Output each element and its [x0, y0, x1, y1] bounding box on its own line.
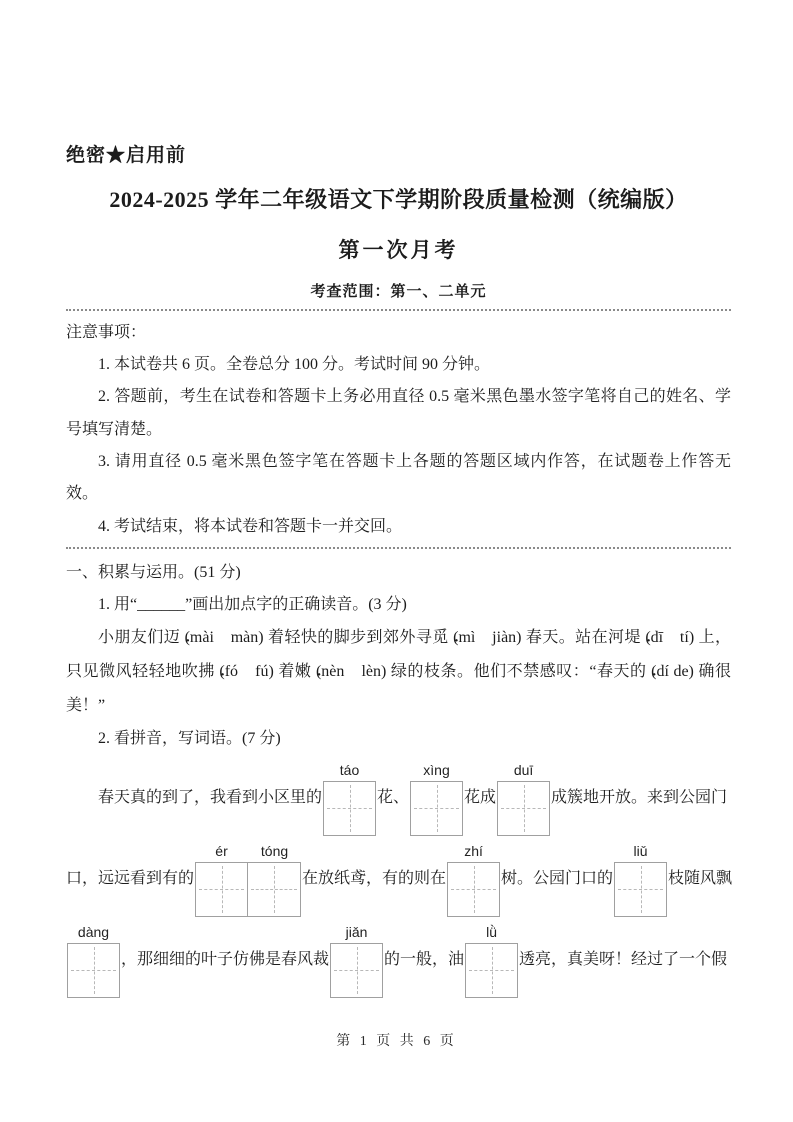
- passage-text: (dí de) 确很美！”: [66, 662, 731, 714]
- answer-box-group: [323, 761, 376, 836]
- pinyin-label: xìng: [423, 761, 450, 778]
- pinyin-row: [323, 761, 376, 781]
- cell-row: [67, 943, 120, 998]
- pinyin-row: [195, 842, 301, 862]
- question-1-passage: [66, 621, 731, 723]
- dotted-char: 拂: [198, 662, 215, 680]
- passage-text: (dī tí) 上，只见微风轻轻地吹: [66, 628, 731, 680]
- question-1-prompt: 1. 用“______”画出加点字的正确读音。(3 分): [98, 595, 407, 613]
- notice-item: 1. 本试卷共 6 页。全卷总分 100 分。考试时间 90 分钟。: [98, 356, 491, 373]
- fill-in-row: [66, 842, 731, 917]
- notice-item: 2. 答题前，考生在试卷和答题卡上务必用直径 0.5 毫米黑色墨水签字笔将自己的姓名、学号填写清楚。: [66, 388, 731, 438]
- answer-box-group: [465, 923, 518, 998]
- dotted-divider: [66, 309, 731, 311]
- pinyin-row: [614, 842, 667, 862]
- tianzige-box: [614, 862, 667, 917]
- dotted-char: 堤: [624, 628, 641, 646]
- row-text: 成簇地开放。来到公园门: [551, 788, 728, 806]
- tianzige-box: [330, 943, 383, 998]
- pinyin-label: duī: [513, 761, 534, 778]
- dotted-char: 嫩: [294, 662, 312, 680]
- pinyin-label: táo: [339, 761, 360, 778]
- pinyin-label: ér: [215, 842, 228, 859]
- dotted-char: 迈: [163, 628, 181, 646]
- cell-row: [447, 862, 500, 917]
- exam-scope: 考查范围：第一、二单元: [310, 284, 487, 300]
- tianzige-box: [497, 781, 550, 836]
- fill-in-row: [66, 761, 731, 836]
- dotted-char: 的: [630, 662, 647, 680]
- cell-row: [410, 781, 463, 836]
- question-2-rows: [66, 761, 731, 998]
- answer-box-group: [330, 923, 383, 998]
- notice-item: 4. 考试结束，将本试卷和答题卡一并交回。: [98, 517, 403, 535]
- row-text: 花、: [377, 788, 410, 806]
- answer-box-group: [195, 842, 301, 917]
- tianzige-box: [410, 781, 463, 836]
- exam-subtitle: 第一次月考: [338, 238, 459, 262]
- answer-box-group: [447, 842, 500, 917]
- pinyin-label: jiǎn: [345, 923, 368, 940]
- cell-row: [614, 862, 667, 917]
- row-text: 树。公园门口的: [501, 869, 614, 887]
- tianzige-box: [465, 943, 518, 998]
- pinyin-label: liǔ: [633, 842, 648, 859]
- row-text: 的一般，油: [384, 950, 465, 968]
- row-text: 枝随风飘: [668, 869, 733, 887]
- tianzige-box: [248, 862, 301, 917]
- answer-box-group: [67, 923, 120, 998]
- tianzige-box: [67, 943, 120, 998]
- row-text: 口，远远看到有的: [66, 869, 195, 887]
- tianzige-box: [447, 862, 500, 917]
- cell-row: [497, 781, 550, 836]
- row-text: 透亮，真美呀！经过了一个假: [519, 950, 728, 968]
- tianzige-box: [323, 781, 376, 836]
- dotted-char: 觅: [432, 628, 449, 646]
- notice-section: [66, 317, 731, 543]
- fill-in-row: [66, 923, 731, 998]
- pinyin-row: [497, 761, 550, 781]
- notice-heading: 注意事项：: [66, 324, 147, 341]
- page-number: 第 1 页 共 6 页: [336, 1034, 457, 1049]
- passage-text: (mài màn) 着轻快的脚步到郊外寻: [180, 628, 433, 646]
- pinyin-label: tóng: [260, 842, 289, 859]
- answer-box-group: [410, 761, 463, 836]
- pinyin-label: dàng: [77, 923, 110, 940]
- section-1-heading: 一、积累与运用。(51 分): [66, 563, 241, 581]
- notice-item: 3. 请用直径 0.5 毫米黑色签字笔在答题卡上各题的答题区域内作答，在试题卷上作答无效。: [66, 452, 731, 503]
- cell-row: [330, 943, 383, 998]
- dotted-divider: [66, 547, 731, 549]
- cell-row: [323, 781, 376, 836]
- row-text: 春天真的到了，我看到小区里的: [98, 788, 323, 806]
- passage-text: (mì jiàn) 春天。站在河: [448, 628, 625, 646]
- answer-box-group: [614, 842, 667, 917]
- cell-row: [465, 943, 518, 998]
- pinyin-label: lǜ: [486, 923, 497, 940]
- pinyin-row: [330, 923, 383, 943]
- tianzige-box: [195, 862, 248, 917]
- pinyin-row: [67, 923, 120, 943]
- page-title: 2024-2025 学年二年级语文下学期阶段质量检测（统编版）: [109, 187, 688, 212]
- question-2-prompt: 2. 看拼音，写词语。(7 分): [98, 729, 281, 747]
- row-text: ，那细细的叶子仿佛是春风裁: [121, 950, 330, 968]
- answer-box-group: [497, 761, 550, 836]
- passage-text: (fó fú) 着: [214, 662, 295, 680]
- passage-text: 小朋友们: [98, 628, 164, 646]
- row-text: 在放纸鸢，有的则在: [302, 869, 447, 887]
- secrecy-notice: 绝密★启用前: [66, 145, 187, 166]
- cell-row: [195, 862, 301, 917]
- pinyin-label: zhí: [464, 842, 483, 859]
- pinyin-row: [447, 842, 500, 862]
- passage-text: (nèn lèn) 绿的枝条。他们不禁感叹：“春天: [311, 662, 631, 680]
- row-text: 花成: [464, 788, 497, 806]
- pinyin-row: [465, 923, 518, 943]
- pinyin-row: [410, 761, 463, 781]
